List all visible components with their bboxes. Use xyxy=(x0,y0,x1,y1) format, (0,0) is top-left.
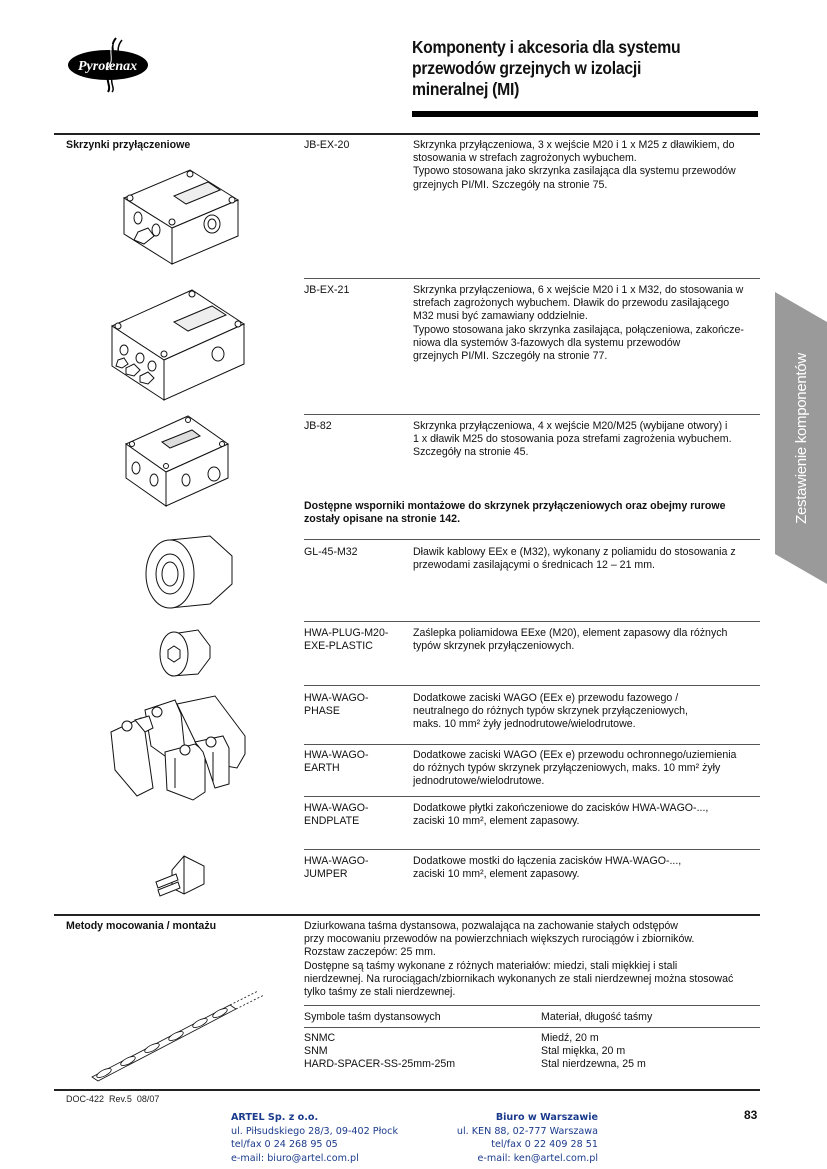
code-line: JUMPER xyxy=(304,868,348,881)
table-cell: Stal nierdzewna, 25 m xyxy=(541,1058,646,1071)
desc-line: Dodatkowe zaciski WAGO (EEx e) przewodu fazowego / xyxy=(413,692,679,704)
product-code xyxy=(304,139,349,152)
page-title xyxy=(412,37,680,100)
jb-ex-20-image xyxy=(120,160,260,260)
desc-line: zaciski 10 mm², element zapasowy. xyxy=(413,815,580,828)
title-line: przewodów grzejnych w izolacji xyxy=(412,58,642,78)
svg-text:Pyrotenax: Pyrotenax xyxy=(78,59,138,74)
desc-line: Skrzynka przyłączeniowa, 4 x wejście M20/M25 (wybijane otwory) i xyxy=(413,420,728,432)
row-divider xyxy=(304,685,760,686)
product-code xyxy=(304,855,369,881)
desc-line: 1 x dławik M25 do stosowania poza strefami zagrożenia wybuchem. xyxy=(413,433,732,446)
desc-line: grzejnych PI/MI. Szczegóły na stronie 75. xyxy=(413,178,608,191)
desc-line: Dodatkowe zaciski WAGO (EEx e) przewodu ochronnego/uziemienia xyxy=(413,749,737,761)
code-line: GL-45-M32 xyxy=(304,546,358,558)
code-line: ENDPLATE xyxy=(304,815,360,828)
table-header-divider xyxy=(304,1027,760,1028)
desc-line: jednodrutowe/wielodrutowe. xyxy=(413,775,545,788)
table-cell: Stal miękka, 20 m xyxy=(541,1045,626,1058)
product-description xyxy=(413,139,763,192)
product-code xyxy=(304,749,369,775)
table-divider xyxy=(304,1005,760,1006)
desc-line: Dziurkowana taśma dystansowa, pozwalająca na zachowanie stałych odstępów xyxy=(304,920,678,932)
product-description xyxy=(413,692,763,732)
company-address: ul. Piłsudskiego 28/3, 09-402 Płock xyxy=(231,1125,398,1137)
desc-line: strefach zagrożonych wybuchem. Dławik do przewodu zasilającego xyxy=(413,297,730,310)
desc-line: Dodatkowe mostki do łączenia zacisków HWA-WAGO-..., xyxy=(413,855,682,867)
desc-line: M32 musi być zamawiany oddzielnie. xyxy=(413,310,588,323)
office-address: ul. KEN 88, 02-777 Warszawa xyxy=(456,1125,598,1137)
product-code xyxy=(304,692,369,718)
desc-line: do różnych typów skrzynek przyłączeniowych, maks. 10 mm² żyły xyxy=(413,762,721,775)
spacer-table-materials xyxy=(541,1032,646,1072)
desc-line: niowa dla systemów 3-fazowych dla systemu przewodów xyxy=(413,336,681,349)
row-divider xyxy=(304,744,760,745)
desc-line: grzejnych PI/MI. Szczegóły na stronie 77. xyxy=(413,350,608,363)
code-line: EARTH xyxy=(304,762,340,775)
page-number: 83 xyxy=(744,1108,758,1122)
jb-82-image xyxy=(122,408,252,508)
office-name: Biuro w Warszawie xyxy=(495,1112,598,1123)
desc-line: przewodami zasilającymi o średnicach 12 – 21 mm. xyxy=(413,559,655,572)
spacer-table-symbols xyxy=(304,1032,455,1072)
row-divider xyxy=(304,539,760,540)
desc-line: Typowo stosowana jako skrzynka zasilająca, połączeniowa, zakończe- xyxy=(413,323,744,336)
office-phone: tel/fax 0 22 409 28 51 xyxy=(491,1139,598,1150)
desc-line: tylko taśmy ze stali nierdzewnej. xyxy=(304,986,456,999)
desc-line: Dostępne są taśmy wykonane z różnych materiałów: miedzi, stali miękkiej i stali xyxy=(304,959,678,972)
title-line: mineralnej (MI) xyxy=(412,79,520,99)
mounting-brackets-note xyxy=(304,500,726,526)
row-divider xyxy=(304,796,760,797)
wago-jumper-image xyxy=(154,852,214,902)
row-divider xyxy=(304,278,760,279)
product-code xyxy=(304,802,369,828)
spacer-table-header-symbol: Symbole taśm dystansowych xyxy=(304,1011,441,1023)
spacer-table-header-material: Materiał, długość taśmy xyxy=(541,1011,653,1023)
product-description xyxy=(413,749,763,789)
product-description xyxy=(413,627,763,653)
section-divider xyxy=(54,133,760,135)
title-line: Komponenty i akcesoria dla systemu xyxy=(412,37,681,57)
desc-line: Skrzynka przyłączeniowa, 6 x wejście M20 i 1 x M32, do stosowania w xyxy=(413,284,744,296)
logo-graphic xyxy=(66,36,156,92)
note-line: zostały opisane na stronie 142. xyxy=(304,513,461,526)
product-code xyxy=(304,546,358,559)
product-code xyxy=(304,284,349,297)
desc-line: Zaślepka poliamidowa EExe (M20), element zapasowy dla różnych xyxy=(413,627,728,639)
company-name: ARTEL Sp. z o.o. xyxy=(231,1112,319,1123)
code-line: JB-EX-20 xyxy=(304,139,350,151)
desc-line: Rozstaw zaczepów: 25 mm. xyxy=(304,946,436,959)
desc-line: Skrzynka przyłączeniowa, 3 x wejście M20 i 1 x M25 z dławikiem, do xyxy=(413,139,735,151)
side-tab-label-wrap xyxy=(775,292,827,584)
side-tab-label: Zestawienie komponentów xyxy=(792,352,810,524)
table-cell: HARD-SPACER-SS-25mm-25m xyxy=(304,1058,456,1071)
company-email[interactable]: e-mail: biuro@artel.com.pl xyxy=(231,1152,359,1164)
product-code xyxy=(304,627,388,653)
office-email[interactable]: e-mail: ken@artel.com.pl xyxy=(477,1152,598,1164)
office-address-block xyxy=(440,1111,598,1165)
desc-line: Dławik kablowy EEx e (M32), wykonany z poliamidu do stosowania z xyxy=(413,546,736,558)
desc-line: maks. 10 mm² żyły jednodrutowe/wielodrutowe. xyxy=(413,718,636,731)
product-description xyxy=(413,546,763,572)
desc-line: nierdzewnej. Na rurociągach/zbiornikach wykonanych ze stali nierdzewnej można stosować xyxy=(304,972,734,985)
product-description xyxy=(413,284,763,363)
row-divider xyxy=(304,414,760,415)
row-divider xyxy=(304,849,760,850)
title-underline-bar xyxy=(412,111,758,117)
section-label-mounting: Metody mocowania / montażu xyxy=(66,920,217,932)
table-cell: SNMC xyxy=(304,1032,336,1044)
document-reference: DOC-422 Rev.5 08/07 xyxy=(66,1094,160,1104)
table-cell: SNM xyxy=(304,1045,328,1058)
code-line: EXE-PLASTIC xyxy=(304,640,373,653)
desc-line: Typowo stosowana jako skrzynka zasilająca dla systemu przewodów xyxy=(413,165,736,178)
company-address-block xyxy=(231,1111,398,1165)
note-line: Dostępne wsporniki montażowe do skrzynek przyłączeniowych oraz obejmy rurowe xyxy=(304,500,726,512)
table-cell: Miedź, 20 m xyxy=(541,1032,599,1044)
code-line: PHASE xyxy=(304,705,340,718)
desc-line: Dodatkowe płytki zakończeniowe do zacisków HWA-WAGO-..., xyxy=(413,802,709,814)
product-description xyxy=(413,802,763,828)
desc-line: stosowania w strefach zagrożonych wybuchem. xyxy=(413,152,637,165)
code-line: HWA-WAGO- xyxy=(304,802,369,814)
pyrotenax-logo xyxy=(66,36,156,92)
code-line: HWA-WAGO- xyxy=(304,855,369,867)
product-description xyxy=(413,420,763,460)
spacer-strip-image xyxy=(90,975,270,1085)
product-description xyxy=(413,855,763,881)
wago-terminals-image xyxy=(105,692,255,812)
section-divider xyxy=(54,914,760,916)
company-phone: tel/fax 0 24 268 95 05 xyxy=(231,1139,338,1150)
desc-line: typów skrzynek przyłączeniowych. xyxy=(413,640,575,653)
desc-line: Szczegóły na stronie 45. xyxy=(413,446,529,459)
row-divider xyxy=(304,621,760,622)
plug-image xyxy=(158,628,218,678)
code-line: JB-82 xyxy=(304,420,332,432)
footer-divider xyxy=(54,1089,760,1091)
desc-line: przy mocowaniu przewodów na powierzchniach większych rurociągów i zbiorników. xyxy=(304,933,695,946)
section-label-junction-boxes: Skrzynki przyłączeniowe xyxy=(66,139,191,151)
code-line: HWA-PLUG-M20- xyxy=(304,627,389,639)
mounting-description xyxy=(304,920,764,999)
cable-gland-image xyxy=(140,532,240,612)
product-code xyxy=(304,420,332,433)
desc-line: neutralnego do różnych typów skrzynek przyłączeniowych, xyxy=(413,705,688,718)
code-line: HWA-WAGO- xyxy=(304,692,369,704)
jb-ex-21-image xyxy=(108,282,268,402)
code-line: HWA-WAGO- xyxy=(304,749,369,761)
desc-line: zaciski 10 mm², element zapasowy. xyxy=(413,868,580,881)
code-line: JB-EX-21 xyxy=(304,284,350,296)
